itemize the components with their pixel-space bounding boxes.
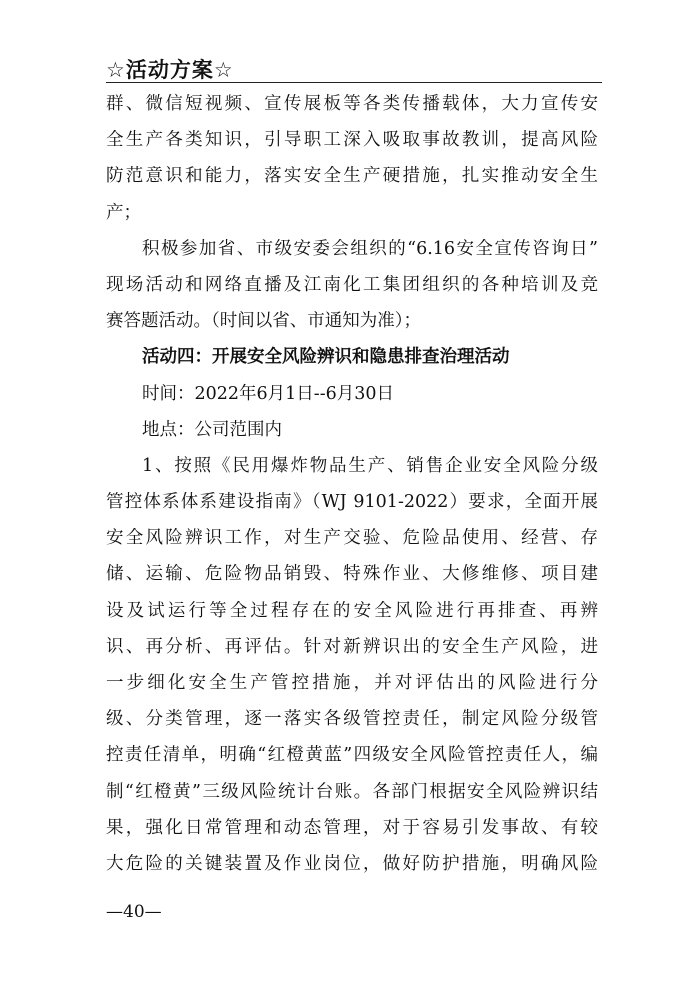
text-line: 管控体系体系建设指南》（WJ 9101-2022）要求，全面开展 (106, 492, 598, 513)
text-line: 控责任清单，明确“红橙黄蓝”四级安全风险管控责任人，编 (106, 745, 598, 766)
text-line: 产； (106, 202, 141, 223)
page-number: —40— (106, 902, 162, 922)
text-line: 全生产各类知识，引导职工深入吸取事故教训，提高风险 (106, 130, 598, 151)
text-line: 设及试运行等全过程存在的安全风险进行再排查、再辨 (106, 600, 598, 621)
text-line: 级、分类管理，逐一落实各级管控责任，制定风险分级管 (106, 709, 598, 730)
text-line: 一步细化安全生产管控措施，并对评估出的风险进行分 (106, 673, 598, 693)
header-divider (106, 82, 602, 83)
text-line: 现场活动和网络直播及江南化工集团组织的各种培训及竞 (106, 274, 598, 295)
text-line: 大危险的关键装置及作业岗位，做好防护措施，明确风险 (106, 853, 598, 874)
document-header-title: ☆活动方案☆ (106, 58, 234, 82)
text-line: 群、微信短视频、宣传展板等各类传播载体，大力宣传安 (106, 94, 598, 114)
text-line: 果，强化日常管理和动态管理，对于容易引发事故、有较 (106, 817, 598, 838)
section-heading: 活动四：开展安全风险辨识和隐患排查治理活动 (142, 347, 510, 368)
text-line: 安全风险辨识工作，对生产交验、危险品使用、经营、存 (106, 528, 598, 549)
document-body (106, 86, 598, 882)
time-line: 时间：2022年6月1日--6月30日 (142, 383, 395, 404)
text-line: 赛答题活动。（时间以省、市通知为准）； (106, 311, 421, 332)
text-line: 储、运输、危险物品销毁、特殊作业、大修维修、项目建 (106, 564, 598, 585)
text-line: 防范意识和能力，落实安全生产硬措施，扎实推动安全生 (106, 166, 598, 187)
location-line: 地点：公司范围内 (142, 419, 282, 440)
text-line: 识、再分析、再评估。针对新辨识出的安全生产风险，进 (106, 636, 598, 657)
text-line: 积极参加省、市级安委会组织的“6.16安全宣传咨询日” (142, 238, 598, 259)
text-line: 制“红橙黄”三级风险统计台账。各部门根据安全风险辨识结 (106, 781, 598, 802)
text-line: 1、按照《民用爆炸物品生产、销售企业安全风险分级 (142, 455, 598, 476)
